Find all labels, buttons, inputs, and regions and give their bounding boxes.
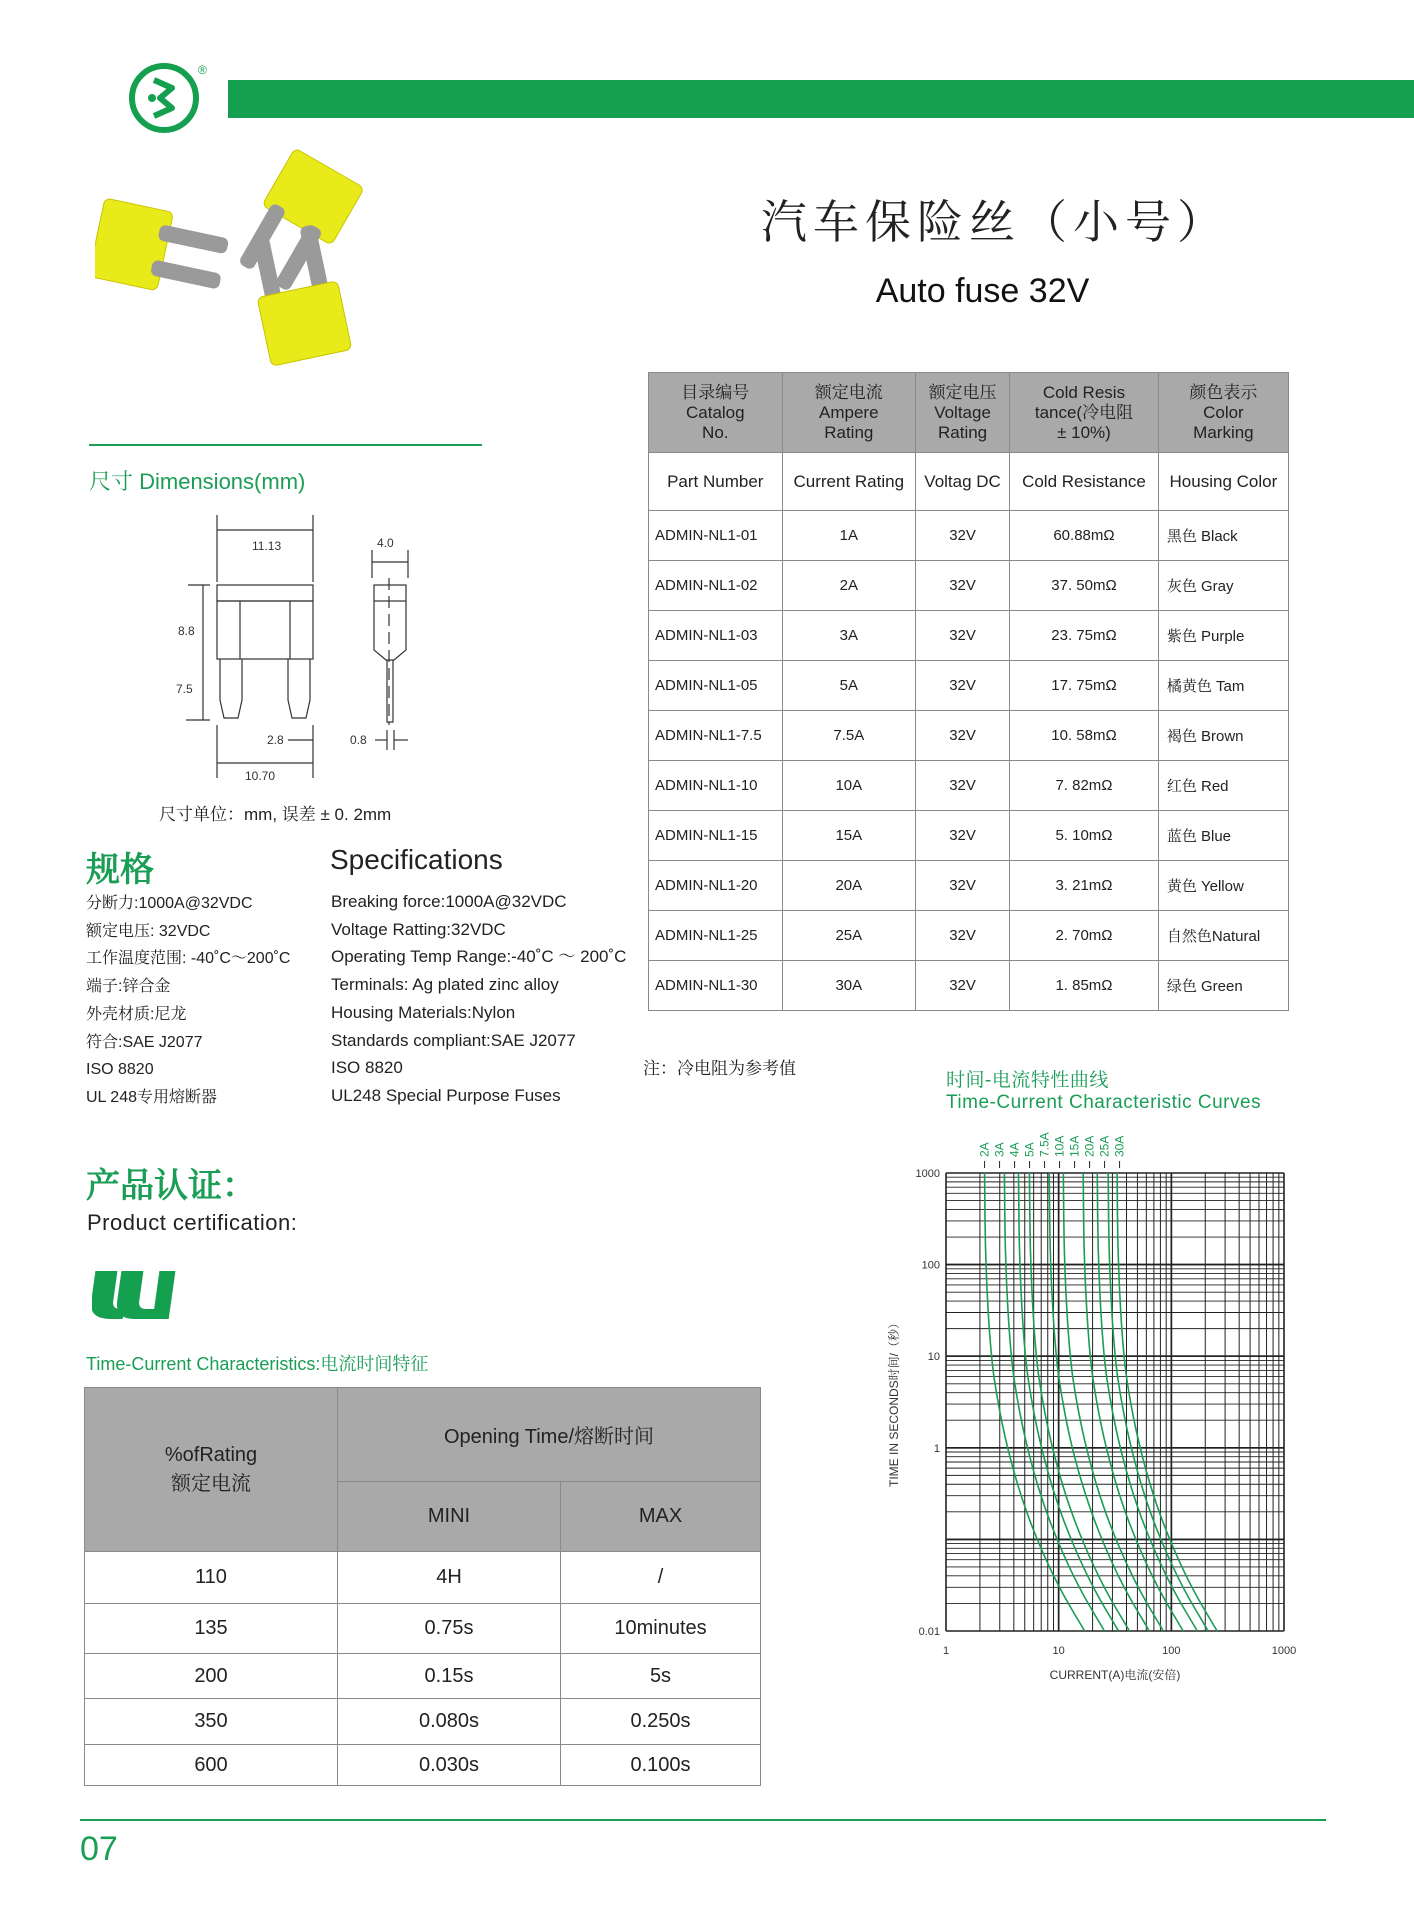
table-cell: 0.15s	[338, 1654, 561, 1699]
header-line: Marking	[1193, 422, 1254, 442]
fuse-catalog-table	[648, 372, 1289, 1011]
dim-thickness: 4.0	[377, 536, 394, 550]
dimensions-heading: 尺寸 Dimensions(mm)	[89, 469, 306, 494]
header-line: tance(冷电阻	[1034, 402, 1134, 422]
header-line: ± 10%)	[1057, 422, 1111, 442]
table-cell: 1. 85mΩ	[1010, 961, 1159, 1011]
dim-height-body: 8.8	[178, 624, 195, 638]
table-note: 注：冷电阻为参考值	[643, 1059, 796, 1078]
table-cell: 32V	[916, 561, 1010, 611]
series-label: 15A	[1067, 1135, 1082, 1157]
table-cell: ADMIN-NL1-25	[649, 911, 783, 961]
table-cell: 32V	[916, 711, 1010, 761]
spec-item: 端子:锌合金	[86, 978, 171, 996]
header-line: Catalog	[685, 402, 745, 422]
rating-header	[85, 1388, 338, 1552]
table-cell: 10minutes	[561, 1604, 761, 1654]
table-cell: 7.5A	[782, 711, 915, 761]
y-tick-label: 0.01	[918, 1626, 940, 1638]
y-tick-label: 1	[933, 1442, 940, 1455]
spec-item: Standards compliant:SAE J2077	[331, 1030, 576, 1050]
curve-25A	[1108, 1173, 1208, 1631]
table-row	[649, 711, 1289, 761]
table-cell: 60.88mΩ	[1010, 511, 1159, 561]
spec-item: ISO 8820	[331, 1058, 403, 1078]
series-label: 30A	[1112, 1135, 1127, 1157]
table-cell: 32V	[916, 611, 1010, 661]
table-cell: ADMIN-NL1-02	[649, 561, 783, 611]
table-cell: 37. 50mΩ	[1010, 561, 1159, 611]
dim-blade-width: 2.8	[267, 733, 284, 747]
table-cell: 10A	[782, 761, 915, 811]
certification-heading-en: Product certification:	[87, 1210, 298, 1235]
table-row	[649, 761, 1289, 811]
series-label: 25A	[1097, 1135, 1112, 1157]
registered-mark: ®	[198, 63, 207, 77]
subheader-row	[649, 453, 1289, 511]
table-cell: 蓝色 Blue	[1158, 811, 1288, 861]
header-line: 颜色表示	[1189, 382, 1258, 402]
table-cell: 23. 75mΩ	[1010, 611, 1159, 661]
table-cell: 32V	[916, 661, 1010, 711]
table-cell: 0.100s	[561, 1745, 761, 1786]
dim-width-top: 11.13	[252, 539, 282, 553]
table-row	[85, 1745, 761, 1786]
spec-item: 分断力:1000A@32VDC	[86, 895, 253, 912]
table-cell: 110	[85, 1552, 338, 1604]
table-cell: ADMIN-NL1-01	[649, 511, 783, 561]
table-cell: 32V	[916, 911, 1010, 961]
table-cell: 5. 10mΩ	[1010, 811, 1159, 861]
series-label: 7.5A	[1037, 1132, 1052, 1157]
header-line: 目录编号	[681, 382, 750, 402]
table-row	[85, 1654, 761, 1699]
opening-time-header: Opening Time/熔断时间	[338, 1388, 761, 1482]
x-axis-label: CURRENT(A)电流(安倍)	[1049, 1668, 1181, 1682]
table-cell: 橘黄色 Tam	[1158, 661, 1288, 711]
chart-title-en: Time-Current Characteristic Curves	[946, 1092, 1262, 1113]
column-header	[916, 373, 1010, 453]
x-tick-label: 1	[942, 1645, 950, 1657]
dimension-note: 尺寸单位：mm, 误差 ± 0. 2mm	[159, 805, 392, 824]
table-cell: 32V	[916, 961, 1010, 1011]
series-label: 5A	[1022, 1142, 1037, 1157]
specs-list-cn	[86, 890, 290, 1112]
spec-item: Terminals: Ag plated zinc alloy	[331, 975, 559, 995]
header-line: 额定电压	[928, 382, 997, 402]
column-subheader: Cold Resistance	[1010, 453, 1159, 511]
spec-item: Operating Temp Range:-40˚C ～ 200˚C	[331, 947, 627, 967]
spec-item: 额定电压: 32VDC	[86, 922, 211, 940]
table-cell: 25A	[782, 911, 915, 961]
table-cell: 200	[85, 1654, 338, 1699]
table-cell: /	[561, 1552, 761, 1604]
table-cell: 32V	[916, 811, 1010, 861]
table-cell: 5A	[782, 661, 915, 711]
table-cell: 褐色 Brown	[1158, 711, 1288, 761]
page-title-en: Auto fuse 32V	[875, 272, 1090, 310]
certification-heading-cn: 产品认证：	[86, 1166, 256, 1206]
column-header	[782, 373, 915, 453]
table-cell: 0.250s	[561, 1699, 761, 1745]
dimension-drawing	[160, 510, 460, 800]
column-header	[1158, 373, 1288, 453]
table-cell: 2A	[782, 561, 915, 611]
table-row	[649, 511, 1289, 561]
table-cell: 600	[85, 1745, 338, 1786]
header-line: Rating	[824, 422, 874, 442]
y-tick-label: 1000	[915, 1168, 940, 1180]
table-cell: 黄色 Yellow	[1158, 861, 1288, 911]
max-header: MAX	[561, 1482, 761, 1552]
table-cell: 0.080s	[338, 1699, 561, 1745]
table-cell: 2. 70mΩ	[1010, 911, 1159, 961]
header-line: Voltage	[934, 402, 991, 422]
column-subheader: Current Rating	[782, 453, 915, 511]
table-cell: 绿色 Green	[1158, 961, 1288, 1011]
table-cell: 10. 58mΩ	[1010, 711, 1159, 761]
table-cell: 4H	[338, 1552, 561, 1604]
table-cell: 灰色 Gray	[1158, 561, 1288, 611]
spec-item: UL 248专用熔断器	[86, 1088, 218, 1106]
table-cell: ADMIN-NL1-15	[649, 811, 783, 861]
table-row	[649, 561, 1289, 611]
column-header	[1010, 373, 1159, 453]
footer-divider	[80, 1819, 1326, 1821]
series-label: 10A	[1052, 1135, 1067, 1157]
table-cell: 20A	[782, 861, 915, 911]
table-cell: ADMIN-NL1-10	[649, 761, 783, 811]
series-label: 2A	[977, 1142, 992, 1157]
table-cell: ADMIN-NL1-20	[649, 861, 783, 911]
table-cell: ADMIN-NL1-30	[649, 961, 783, 1011]
specs-list-en	[331, 888, 626, 1110]
header-line: No.	[702, 422, 729, 442]
table-row	[649, 811, 1289, 861]
curve-30A	[1117, 1173, 1217, 1631]
table-cell: 黑色 Black	[1158, 511, 1288, 561]
table-cell: 3. 21mΩ	[1010, 861, 1159, 911]
table-cell: 32V	[916, 861, 1010, 911]
series-label: 3A	[992, 1142, 1007, 1157]
series-label: 20A	[1082, 1135, 1097, 1157]
table-row	[649, 661, 1289, 711]
header-line: 额定电流	[814, 382, 883, 402]
table-cell: 1A	[782, 511, 915, 561]
table-cell: 32V	[916, 761, 1010, 811]
table-row	[649, 961, 1289, 1011]
table-cell: 350	[85, 1699, 338, 1745]
spec-item: 外壳材质:尼龙	[86, 1005, 187, 1023]
spec-item: UL248 Special Purpose Fuses	[331, 1085, 561, 1105]
rating-header-cn: 额定电流	[171, 1472, 251, 1495]
table-cell: 17. 75mΩ	[1010, 661, 1159, 711]
table-cell: 5s	[561, 1654, 761, 1699]
dim-blade-thickness: 0.8	[350, 733, 367, 747]
table-cell: 135	[85, 1604, 338, 1654]
table-cell: ADMIN-NL1-7.5	[649, 711, 783, 761]
y-tick-label: 10	[927, 1351, 940, 1364]
page-number: 07	[80, 1830, 118, 1868]
header-line: Cold Resis	[1042, 382, 1126, 402]
table-cell: 32V	[916, 511, 1010, 561]
dim-width-bottom: 10.70	[245, 769, 276, 783]
time-current-chart	[880, 1120, 1300, 1810]
spec-item: ISO 8820	[86, 1061, 154, 1079]
x-tick-label: 10	[1052, 1645, 1065, 1657]
header-bar	[228, 80, 1414, 118]
chart-title	[946, 1070, 1261, 1114]
x-tick-label: 100	[1162, 1645, 1181, 1657]
divider	[89, 444, 482, 446]
chart-title-cn: 时间-电流特性曲线	[946, 1070, 1109, 1091]
table-cell: 30A	[782, 961, 915, 1011]
table-cell: ADMIN-NL1-03	[649, 611, 783, 661]
rating-header-en: %ofRating	[164, 1443, 258, 1466]
specs-heading-en: Specifications	[330, 844, 503, 875]
column-header	[649, 373, 783, 453]
curve-10A	[1063, 1173, 1163, 1631]
page-title-cn: 汽车保险丝（小号）	[761, 195, 1229, 249]
specs-heading-cn: 规格	[86, 850, 154, 890]
brand-logo-icon	[126, 58, 210, 138]
table-cell: 紫色 Purple	[1158, 611, 1288, 661]
table-cell: 0.030s	[338, 1745, 561, 1786]
table-cell: 自然色Natural	[1158, 911, 1288, 961]
column-subheader: Part Number	[649, 453, 783, 511]
table-row	[649, 861, 1289, 911]
column-subheader: Housing Color	[1158, 453, 1288, 511]
header-line: Ampere	[819, 402, 879, 422]
ul-logo-icon	[92, 1267, 182, 1323]
table-row	[85, 1604, 761, 1654]
series-label: 4A	[1007, 1142, 1022, 1157]
y-axis-label: TIME IN SECONDS时间/（秒）	[887, 1316, 901, 1488]
mini-header: MINI	[338, 1482, 561, 1552]
spec-item: 工作温度范围: -40˚C～200˚C	[86, 950, 291, 968]
dim-height-blade: 7.5	[176, 682, 193, 696]
curve-5A	[1029, 1173, 1129, 1631]
time-current-characteristics-label: Time-Current Characteristics:电流时间特征	[86, 1354, 429, 1374]
spec-item: Breaking force:1000A@32VDC	[331, 892, 567, 911]
spec-item: Voltage Ratting:32VDC	[331, 919, 506, 939]
spec-item: Housing Materials:Nylon	[331, 1002, 516, 1022]
header-row	[649, 373, 1289, 453]
table-cell: 3A	[782, 611, 915, 661]
table-cell: 7. 82mΩ	[1010, 761, 1159, 811]
table-cell: 0.75s	[338, 1604, 561, 1654]
table-cell: ADMIN-NL1-05	[649, 661, 783, 711]
column-subheader: Voltag DC	[916, 453, 1010, 511]
header-line: Color	[1203, 402, 1244, 422]
x-tick-label: 1000	[1271, 1645, 1297, 1657]
spec-item: 符合:SAE J2077	[86, 1033, 203, 1051]
header-line: Rating	[938, 422, 988, 442]
table-row	[85, 1699, 761, 1745]
time-current-table	[84, 1387, 761, 1786]
table-row	[85, 1552, 761, 1604]
table-cell: 15A	[782, 811, 915, 861]
fuse-product-photo	[95, 138, 415, 423]
y-tick-label: 100	[921, 1259, 940, 1272]
table-row	[649, 611, 1289, 661]
table-cell: 红色 Red	[1158, 761, 1288, 811]
table-row	[649, 911, 1289, 961]
